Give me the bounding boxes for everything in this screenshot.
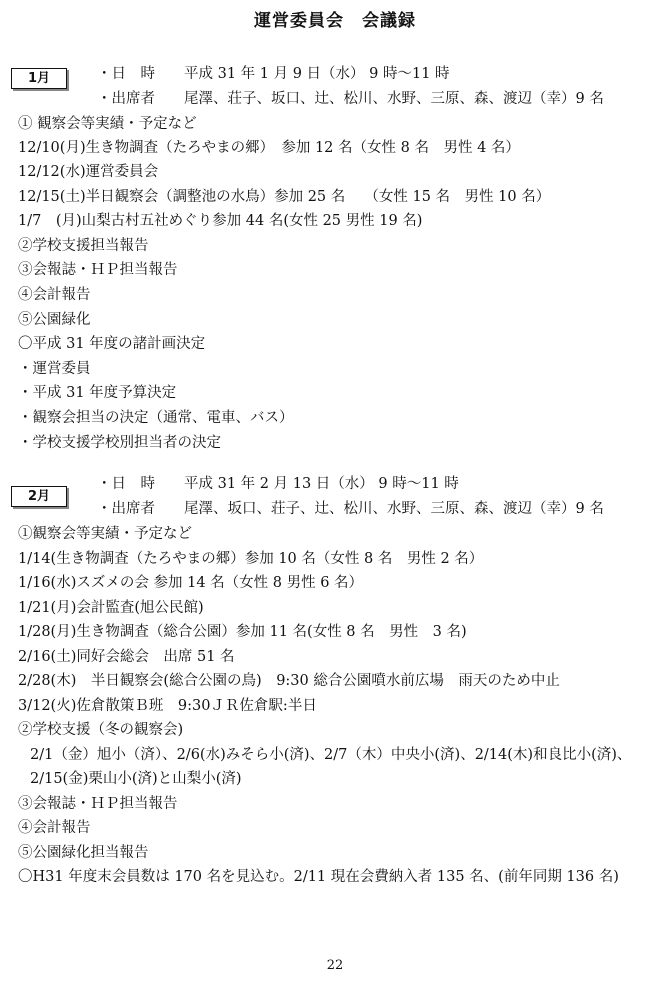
agenda-line: 12/15(土)半日観察会（調整池の水鳥）参加 25 名 （女性 15 名 男性 10 名）	[18, 189, 551, 205]
agenda-line: 1/21(月)会計監査(旭公民館)	[18, 600, 204, 616]
page-number: 22	[326, 958, 344, 973]
agenda-line: 2/16(土)同好会総会 出席 51 名	[18, 649, 235, 665]
agenda-heading: ⑤公園緑化担当報告	[18, 845, 149, 861]
agenda-line: 1/28(月)生き物調査（総合公園）参加 11 名(女性 8 名 男性 3 名)	[18, 624, 467, 640]
agenda-line: 〇H31 年度末会員数は 170 名を見込む。2/11 現在会費納入者 135 名、(前年同期 136 名)	[18, 869, 619, 885]
attendees: ・出席者 尾澤、坂口、荘子、辻、松川、水野、三原、森、渡辺（幸）9 名	[97, 501, 604, 517]
agenda-heading: ②学校支援担当報告	[18, 238, 149, 254]
agenda-heading: ①観察会等実績・予定など	[18, 526, 192, 542]
agenda-heading: ④会計報告	[18, 820, 91, 836]
agenda-line: 3/12(火)佐倉散策Ｂ班 9:30ＪＲ佐倉駅:半日	[18, 698, 317, 714]
agenda-line: ・観察会担当の決定（通常、電車、バス）	[18, 410, 294, 426]
agenda-heading: ⑤公園緑化	[18, 312, 91, 328]
agenda-line: 2/1（金）旭小（済）、2/6(水)みそら小(済)、2/7（木）中央小(済)、2/14(木)和良比小(済)、	[30, 747, 632, 763]
agenda-heading: ②学校支援（冬の観察会)	[18, 722, 184, 738]
agenda-line: 1/14(生き物調査（たろやまの郷）参加 10 名（女性 8 名 男性 2 名）	[18, 551, 484, 567]
month-label-february: 2月	[11, 486, 67, 507]
agenda-heading: 〇平成 31 年度の諸計画決定	[18, 336, 206, 352]
agenda-heading: ① 観察会等実績・予定など	[18, 116, 197, 132]
meeting-datetime: ・日 時 平成 31 年 2 月 13 日（水） 9 時～11 時	[97, 476, 459, 492]
agenda-line: ・運営委員	[18, 361, 91, 377]
agenda-line: 1/16(水)スズメの会 参加 14 名（女性 8 男性 6 名）	[18, 575, 364, 591]
month-label-january: 1月	[11, 68, 67, 89]
agenda-heading: ③会報誌・ＨＰ担当報告	[18, 262, 178, 278]
agenda-line: ・学校支援学校別担当者の決定	[18, 435, 221, 451]
agenda-line: 1/7 (月)山梨古村五社めぐり参加 44 名(女性 25 男性 19 名)	[18, 213, 423, 229]
agenda-line: 12/10(月)生き物調査（たろやまの郷） 参加 12 名（女性 8 名 男性 4 名）	[18, 140, 520, 156]
agenda-line: 2/15(金)栗山小(済)と山梨小(済)	[30, 771, 242, 787]
agenda-heading: ④会計報告	[18, 287, 91, 303]
attendees: ・出席者 尾澤、荘子、坂口、辻、松川、水野、三原、森、渡辺（幸）9 名	[97, 91, 604, 107]
agenda-line: 2/28(木) 半日観察会(総合公園の鳥) 9:30 総合公園噴水前広場 雨天のため中止	[18, 673, 560, 689]
agenda-line: ・平成 31 年度予算決定	[18, 385, 177, 401]
meeting-datetime: ・日 時 平成 31 年 1 月 9 日（水） 9 時～11 時	[97, 66, 450, 82]
page-title: 運営委員会 会議録	[254, 11, 416, 31]
agenda-heading: ③会報誌・ＨＰ担当報告	[18, 796, 178, 812]
agenda-line: 12/12(水)運営委員会	[18, 164, 159, 180]
